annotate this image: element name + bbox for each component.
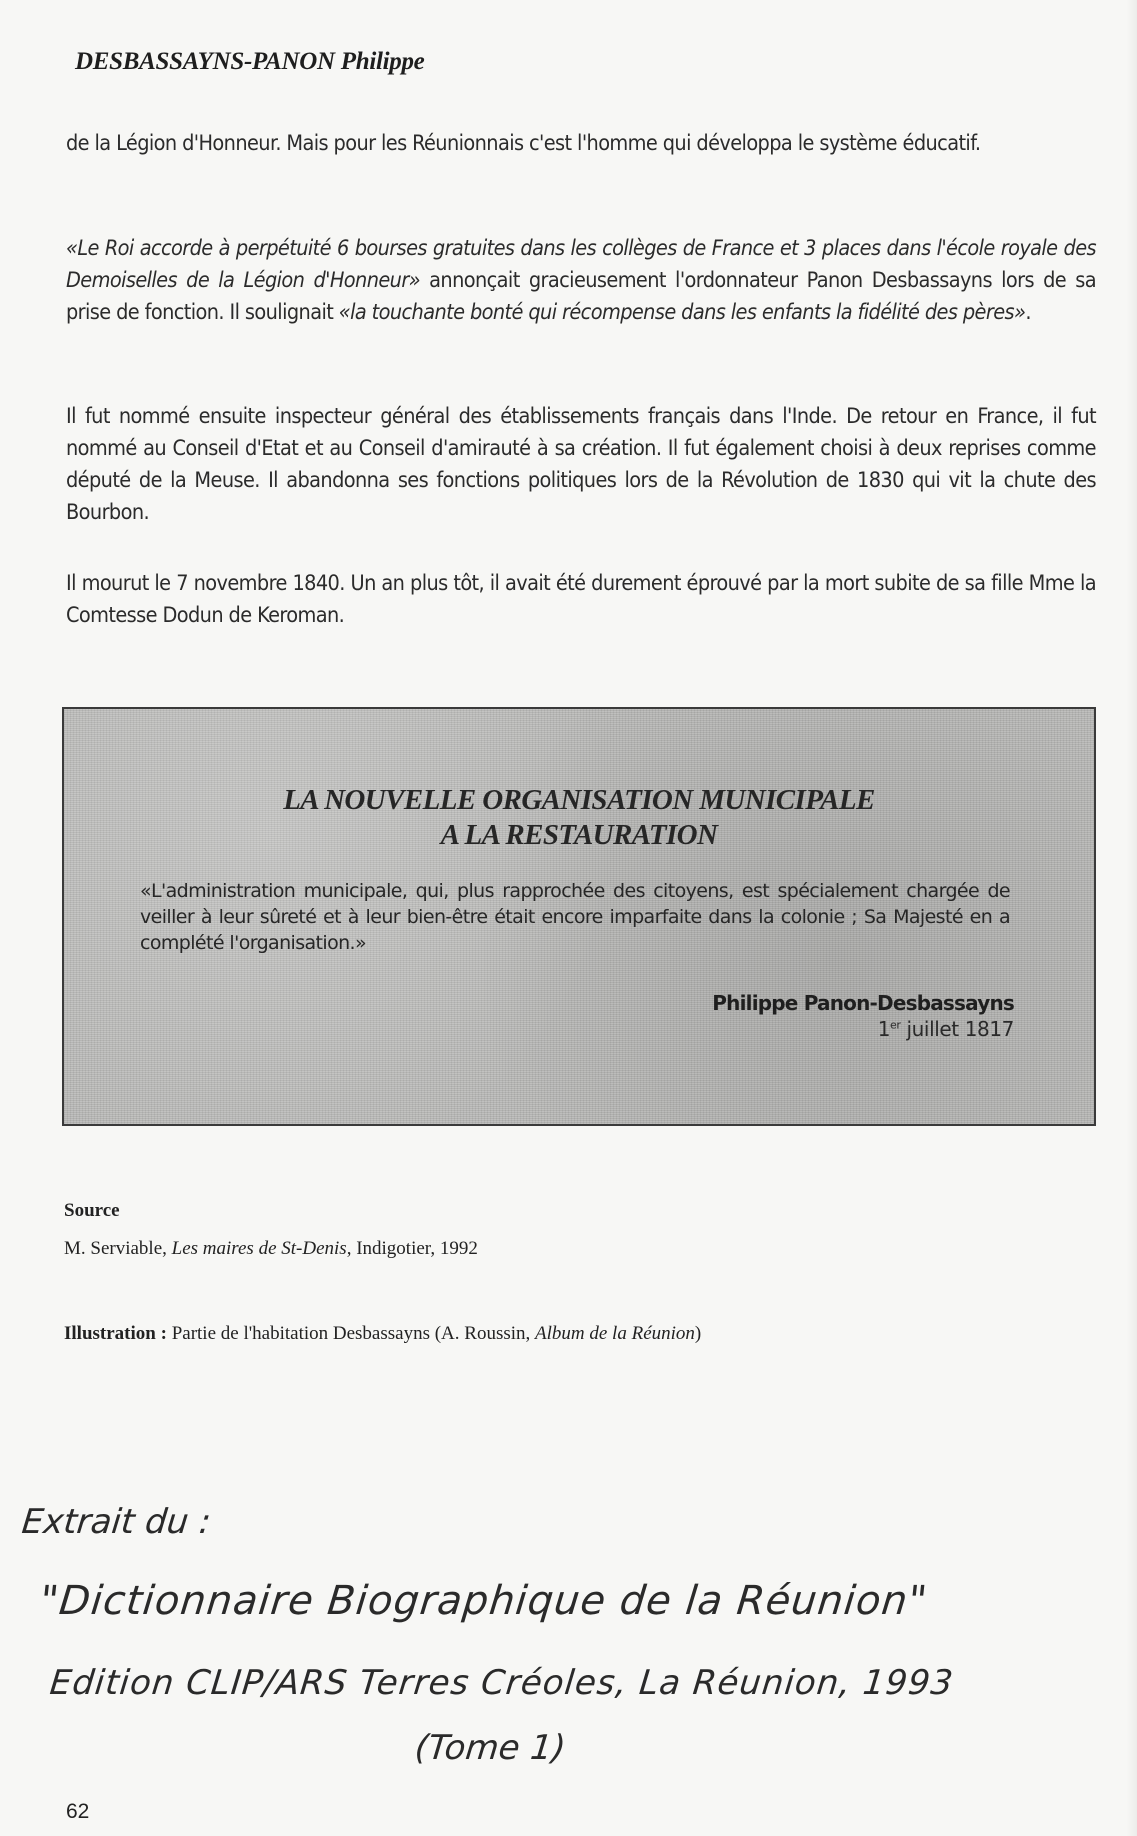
running-header: DESBASSAYNS-PANON Philippe xyxy=(75,48,425,75)
handwritten-note-line3: Edition CLIP/ARS Terres Créoles, La Réunion, 1993 xyxy=(47,1663,956,1703)
sidebar-box-municipal-organisation xyxy=(62,707,1096,1126)
date-day: 1 xyxy=(877,1017,891,1041)
page-number: 62 xyxy=(66,1800,90,1823)
box-title-line1: LA NOUVELLE ORGANISATION MUNICIPALE xyxy=(283,784,875,816)
box-quote: «L'administration municipale, qui, plus rapprochée des citoyens, est spécialement chargée de veiller à leur sûreté et à leur bien-être était encore imparfaite dans la colonie ; Sa Majesté en a complété l'organisation.» xyxy=(140,880,1010,954)
paragraph-career: Il fut nommé ensuite inspecteur général des établissements français dans l'Inde. De retour en France, il fut nommé au Conseil d'Etat et au Conseil d'amirauté à sa création. Il fut également choisi à deux reprises comme député de la Meuse. Il abandonna ses fonctions politiques lors de la Révolution de 1830 qui vit la chute des Bourbon. xyxy=(66,404,1096,525)
quote-touching-kindness: «la touchante bonté qui récompense dans les enfants la fidélité des pères» xyxy=(338,300,1026,325)
paragraph-royal-grants xyxy=(66,233,1096,329)
source-citation xyxy=(64,1238,478,1260)
box-title xyxy=(64,783,1094,853)
source-heading: Source xyxy=(64,1200,120,1221)
illustration-text: Partie de l'habitation Desbassayns (A. Roussin, xyxy=(166,1323,536,1344)
source-publisher: , Indigotier, 1992 xyxy=(346,1238,478,1259)
paragraph-text: . xyxy=(1025,300,1031,325)
handwritten-note-line4: (Tome 1) xyxy=(412,1728,568,1768)
illustration-label: Illustration : xyxy=(64,1323,167,1344)
source-book-title: Les maires de St-Denis xyxy=(171,1238,347,1259)
box-quote-date xyxy=(878,1017,1014,1041)
handwritten-note-line2: "Dictionnaire Biographique de la Réunion" xyxy=(37,1578,930,1624)
illustration-album-title: Album de la Réunion xyxy=(535,1323,695,1344)
handwritten-note-line1: Extrait du : xyxy=(19,1502,213,1542)
quote-king-grants: «Le Roi accorde à perpétuité 6 bourses gratuites dans les collèges de France et 3 places dans l'école royale des Demoiselles de la Légion d'Honneur» xyxy=(66,236,1096,293)
source-author: M. Serviable, xyxy=(64,1238,172,1259)
box-title-line2: A LA RESTAURATION xyxy=(440,819,718,851)
paragraph-text: annonçait gracieusement l'ordonnateur Panon Desbassayns lors de sa prise de fonction. Il soulignait xyxy=(66,268,1096,325)
illustration-credit xyxy=(64,1323,701,1345)
paragraph-education: de la Légion d'Honneur. Mais pour les Réunionnais c'est l'homme qui développa le système éducatif. xyxy=(66,131,981,156)
date-rest: juillet 1817 xyxy=(900,1017,1014,1041)
illustration-close: ) xyxy=(694,1323,702,1344)
page-edge-shadow xyxy=(1127,0,1137,1836)
box-quote-author: Philippe Panon-Desbassayns xyxy=(712,991,1014,1015)
paragraph-death: Il mourut le 7 novembre 1840. Un an plus tôt, il avait été durement éprouvé par la mort subite de sa fille Mme la Comtesse Dodun de Keroman. xyxy=(66,571,1096,628)
date-ordinal: er xyxy=(890,1018,901,1032)
